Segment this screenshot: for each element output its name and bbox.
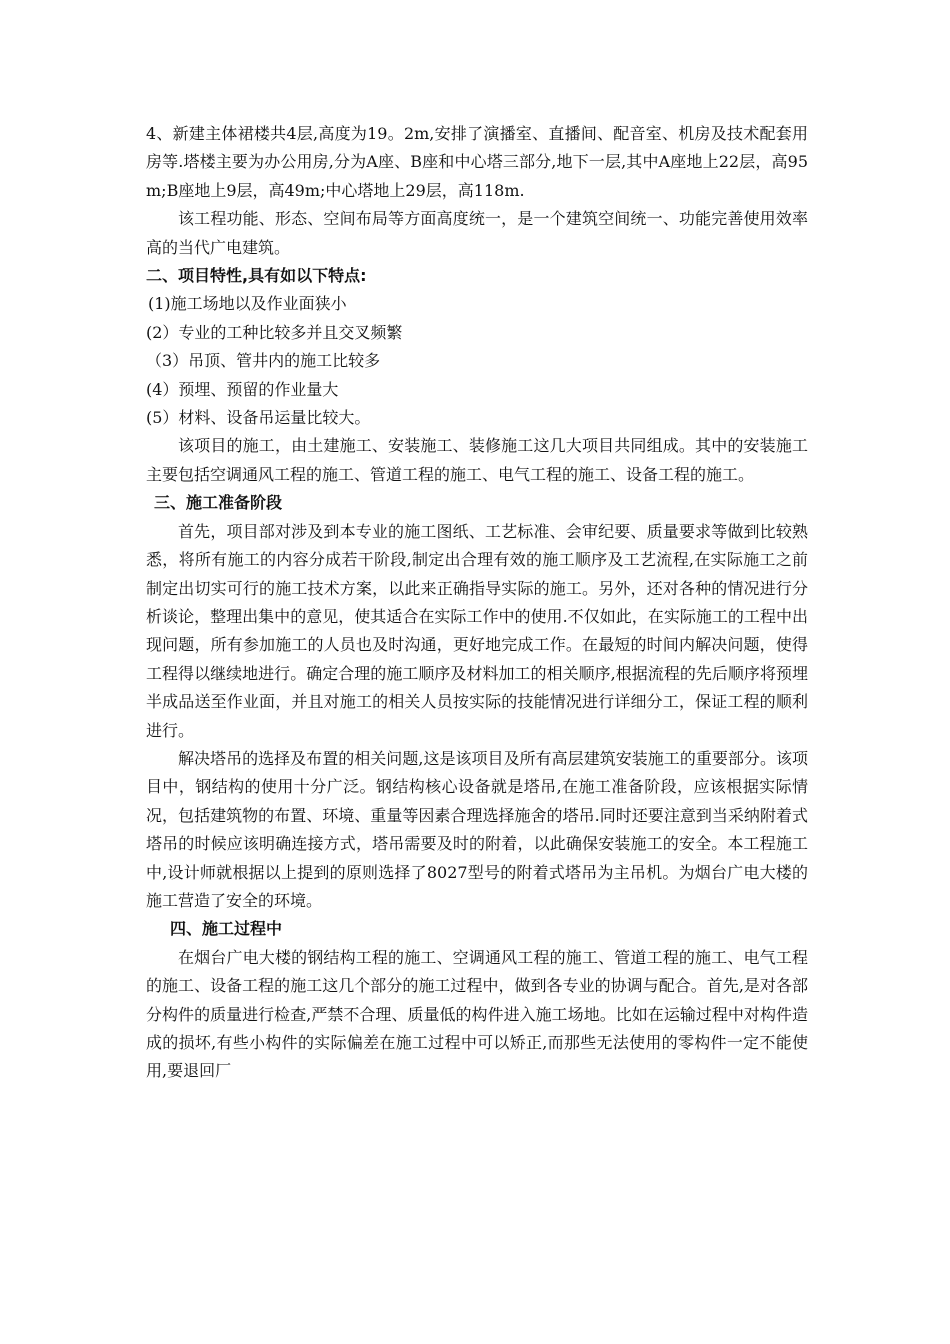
heading-project-features: 二、项目特性,具有如以下特点: — [146, 266, 367, 286]
paragraph-tower-crane: 解决塔吊的选择及布置的相关问题,这是该项目及所有高层建筑安装施工的重要部分。该项目中，钢结构的使用十分广泛。钢结构核心设备就是塔吊,在施工准备阶段，应该根据实际情况，包括建筑物的布置、环境、重量等因素合理选择施舍的塔吊.同时还要注意到当采纳附着式塔吊的时候应该明确连接方式，塔吊需要及时的附着，以此确保安装施工的安全。本工程施工中,设计师就根据以上提到的原则选择了8027型号的附着式塔吊为主吊机。为烟台广电大楼的施工营造了安全的环境。 — [146, 748, 808, 910]
list-item: （3）吊顶、管井内的施工比较多 — [146, 351, 381, 371]
document-page — [146, 120, 808, 1086]
list-item: (2）专业的工种比较多并且交叉频繁 — [146, 322, 403, 342]
list-item: (5）材料、设备吊运量比较大。 — [146, 408, 371, 428]
paragraph-project-composition: 该项目的施工，由土建施工、安装施工、装修施工这几大项目共同组成。其中的安装施工主要包括空调通风工程的施工、管道工程的施工、电气工程的施工、设备工程的施工。 — [146, 436, 808, 484]
paragraph-project-summary: 该工程功能、形态、空间布局等方面高度统一，是一个建筑空间统一、功能完善使用效率高的当代广电建筑。 — [146, 209, 808, 257]
heading-construction-process: 四、施工过程中 — [170, 919, 283, 939]
paragraph-building-overview: 4、新建主体裙楼共4层,高度为19。2m,安排了演播室、直播间、配音室、机房及技术配套用房等.塔楼主要为办公用房,分为A座、B座和中心塔三部分,地下一层,其中A座地上22层，高95m;B座地上9层，高49m;中心塔地上29层，高118m. — [146, 124, 808, 200]
paragraph-preparation: 首先，项目部对涉及到本专业的施工图纸、工艺标准、会审纪要、质量要求等做到比较熟悉，将所有施工的内容分成若干阶段,制定出合理有效的施工顺序及工艺流程,在实际施工之前制定出切实可行的施工技术方案，以此来正确指导实际的施工。另外，还对各种的情况进行分析谈论，整理出集中的意见，使其适合在实际工作中的使用.不仅如此，在实际施工的工程中出现问题，所有参加施工的人员也及时沟通，更好地完成工作。在最短的时间内解决问题，使得工程得以继续地进行。确定合理的施工顺序及材料加工的相关顺序,根据流程的先后顺序将预埋半成品送至作业面，并且对施工的相关人员按实际的技能情况进行详细分工，保证工程的顺利进行。 — [146, 521, 808, 740]
list-item: (4）预埋、预留的作业量大 — [146, 379, 339, 399]
list-item: (1)施工场地以及作业面狭小 — [148, 294, 347, 314]
heading-preparation-stage: 三、施工准备阶段 — [154, 493, 283, 513]
paragraph-construction-process: 在烟台广电大楼的钢结构工程的施工、空调通风工程的施工、管道工程的施工、电气工程的施工、设备工程的施工这几个部分的施工过程中，做到各专业的协调与配合。首先,是对各部分构件的质量进行检查,严禁不合理、质量低的构件进入施工场地。比如在运输过程中对构件造成的损坏,有些小构件的实际偏差在施工过程中可以矫正,而那些无法使用的零构件一定不能使用,要退回厂 — [146, 947, 808, 1081]
